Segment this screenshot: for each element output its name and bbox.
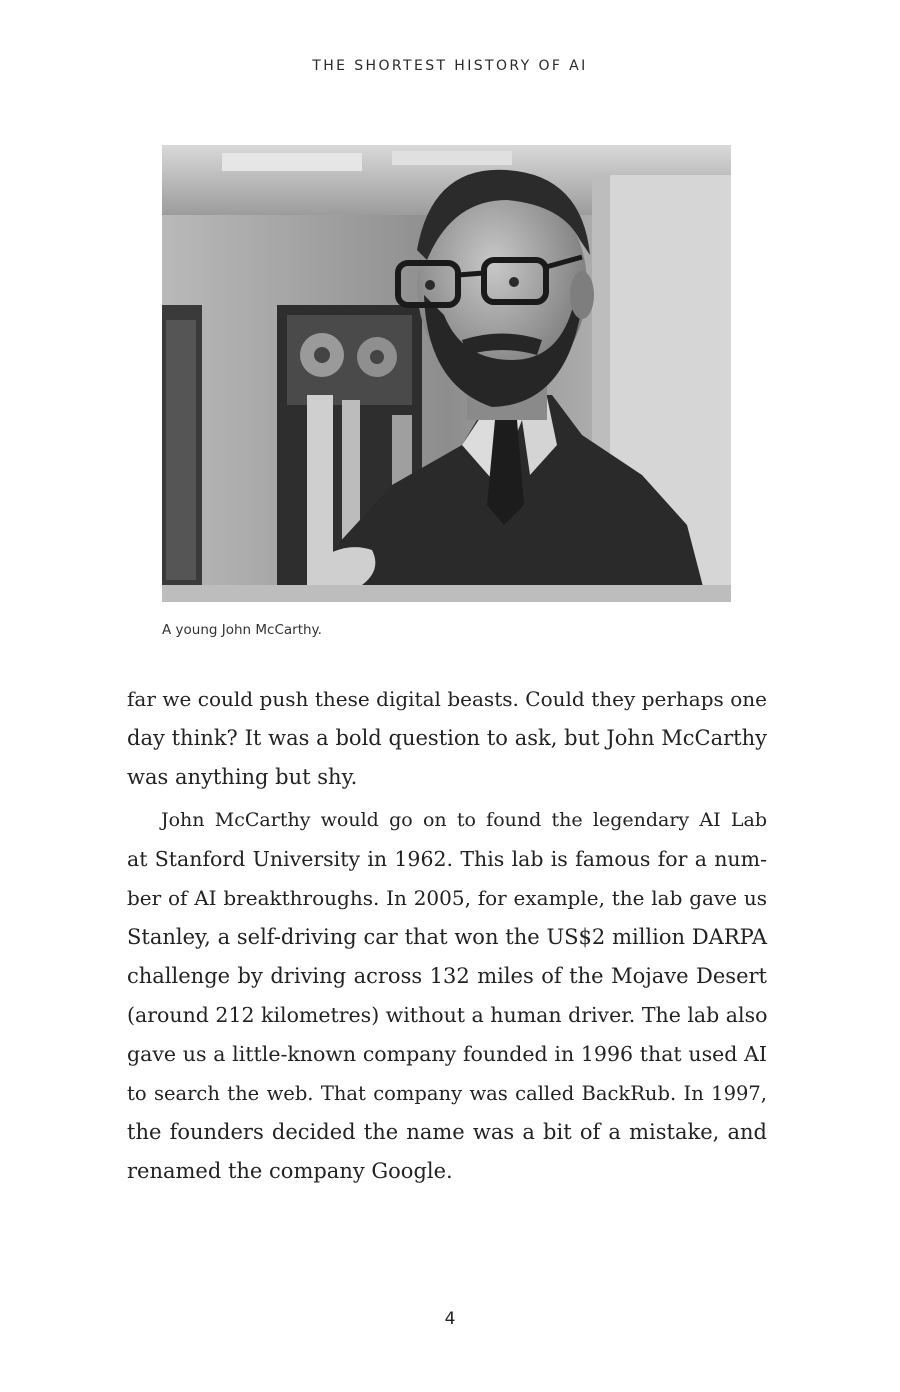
text-line: challenge by driving across 132 miles of the Mojave Desert (127, 964, 767, 988)
figure-caption: A young John McCarthy. (162, 622, 322, 638)
paragraph-2 (127, 801, 767, 1191)
text-line: ber of AI breakthroughs. In 2005, for example, the lab gave us (127, 886, 767, 910)
text-line: Stanley, a self-driving car that won the US$2 million DARPA (127, 925, 767, 949)
portrait-photo-drawing (162, 145, 731, 602)
text-line: (around 212 kilometres) without a human driver. The lab also (127, 1003, 768, 1027)
text-line: John McCarthy would go on to found the legendary AI Lab (161, 809, 767, 831)
text-line: day think? It was a bold question to ask, but John McCarthy (127, 726, 767, 750)
text-line: the founders decided the name was a bit of a mistake, and (127, 1120, 767, 1144)
portrait-photo (162, 145, 731, 602)
text-line: to search the web. That company was called BackRub. In 1997, (127, 1082, 767, 1105)
body-text (127, 680, 767, 1191)
text-line: was anything but shy. (127, 765, 358, 789)
text-line: gave us a little-known company founded in 1996 that used AI (127, 1042, 767, 1066)
text-line: at Stanford University in 1962. This lab is famous for a num- (127, 847, 767, 871)
running-head: THE SHORTEST HISTORY OF AI (312, 58, 588, 74)
text-line: far we could push these digital beasts. Could they perhaps one (127, 687, 767, 711)
page-number: 4 (444, 1309, 456, 1329)
paragraph-1 (127, 680, 767, 797)
text-line: renamed the company Google. (127, 1159, 453, 1183)
